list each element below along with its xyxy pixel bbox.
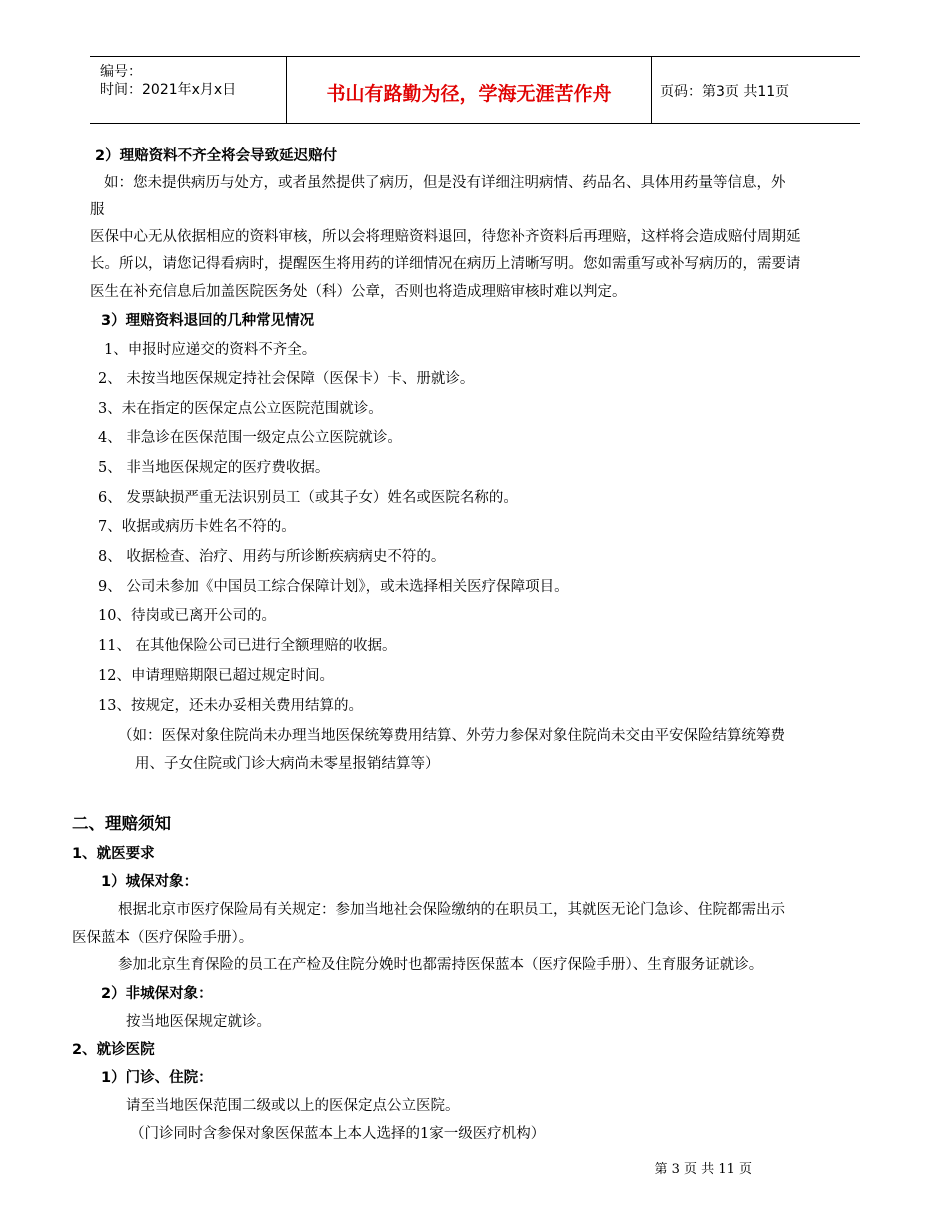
list-item: 8、 收据检查、治疗、用药与所诊断疾病病史不符的。 — [98, 549, 446, 565]
subheading: 1、就医要求 — [72, 846, 155, 862]
subsubheading: 1）城保对象： — [101, 874, 199, 890]
doc-code-label: 编号： — [100, 64, 142, 80]
list-item: 7、收据或病历卡姓名不符的。 — [98, 519, 296, 535]
paragraph-line: （门诊同时含参保对象医保蓝本上本人选择的1家一级医疗机构） — [130, 1126, 546, 1142]
paragraph-line: 长。所以，请您记得看病时，提醒医生将用药的详细情况在病历上清晰写明。您如需重写或补写病历的，需要请 — [90, 256, 801, 272]
paragraph-line: 请至当地医保范围二级或以上的医保定点公立医院。 — [126, 1098, 460, 1114]
list-item: 10、待岗或已离开公司的。 — [98, 608, 276, 624]
list-item: 3、未在指定的医保定点公立医院范围就诊。 — [98, 401, 383, 417]
header-meta — [90, 57, 286, 123]
header-page-cell — [652, 57, 860, 123]
list-item: 5、 非当地医保规定的医疗费收据。 — [98, 460, 330, 476]
paragraph-line: 参加北京生育保险的员工在产检及住院分娩时也都需持医保蓝本（医疗保险手册）、生育服务证就诊。 — [118, 957, 764, 973]
paragraph-line: 医生在补充信息后加盖医院医务处（科）公章，否则也将造成理赔审核时难以判定。 — [90, 284, 627, 300]
list-item: 13、按规定，还未办妥相关费用结算的。 — [98, 698, 363, 714]
main-heading: 二、理赔须知 — [72, 814, 171, 833]
list-item: 6、 发票缺损严重无法识别员工（或其子女）姓名或医院名称的。 — [98, 490, 518, 506]
subheading: 2、就诊医院 — [72, 1042, 155, 1058]
paragraph-line: 医保蓝本（医疗保险手册）。 — [72, 930, 254, 946]
page-footer — [0, 1158, 950, 1177]
list-item: 11、 在其他保险公司已进行全额理赔的收据。 — [98, 638, 397, 654]
note-line: （如：医保对象住院尚未办理当地医保统筹费用结算、外劳力参保对象住院尚未交由平安保险结算统筹费 — [118, 728, 785, 744]
paragraph-line: 根据北京市医疗保险局有关规定：参加当地社会保险缴纳的在职员工，其就医无论门急诊、住院都需出示 — [118, 902, 785, 918]
section-title-2: 2）理赔资料不齐全将会导致延迟赔付 — [95, 148, 338, 164]
list-item: 12、申请理赔期限已超过规定时间。 — [98, 668, 334, 684]
list-item: 1、申报时应递交的资料不齐全。 — [104, 342, 317, 358]
header-motto: 书山有路勤为径，学海无涯苦作舟 — [326, 83, 612, 105]
note-line: 用、子女住院或门诊大病尚未零星报销结算等） — [135, 756, 440, 772]
paragraph-line: 医保中心无从依据相应的资料审核，所以会将理赔资料退回，待您补齐资料后再理赔，这样将会造成赔付周期延 — [90, 229, 801, 245]
subsubheading: 1）门诊、住院： — [101, 1070, 213, 1086]
footer-page-number: 第 3 页 共 11 页 — [654, 1162, 752, 1177]
list-item: 4、 非急诊在医保范围一级定点公立医院就诊。 — [98, 430, 402, 446]
paragraph-line: 按当地医保规定就诊。 — [126, 1014, 271, 1030]
section-title-3: 3）理赔资料退回的几种常见情况 — [101, 313, 315, 329]
doc-time-label: 时间：2021年x月x日 — [100, 82, 237, 98]
paragraph-line: 如：您未提供病历与处方，或者虽然提供了病历，但是没有详细注明病情、药品名、具体用药量等信息，外 — [104, 175, 786, 191]
subsubheading: 2）非城保对象： — [101, 986, 213, 1002]
header-motto-cell — [286, 57, 652, 123]
list-item: 2、 未按当地医保规定持社会保障（医保卡）卡、册就诊。 — [98, 371, 475, 387]
list-item: 9、 公司未参加《中国员工综合保障计划》，或未选择相关医疗保障项目。 — [98, 579, 569, 595]
page-header — [90, 56, 860, 124]
header-page-label: 页码：第3页 共11页 — [660, 84, 790, 100]
paragraph-line: 服 — [90, 202, 105, 218]
